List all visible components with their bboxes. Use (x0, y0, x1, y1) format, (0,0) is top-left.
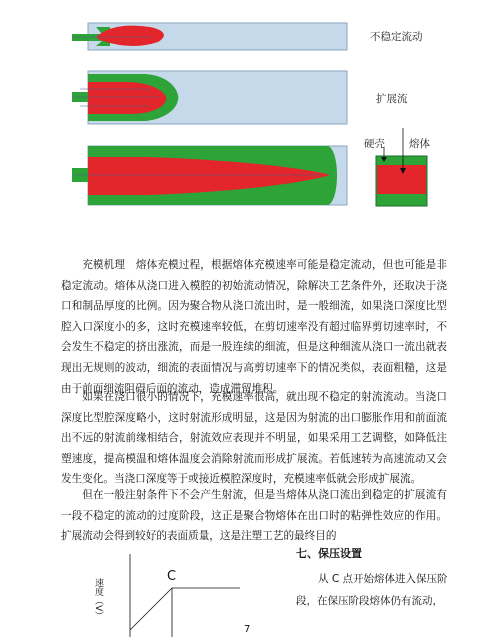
chart-y-label: 速度（V） (93, 578, 103, 621)
pressure-chart (100, 550, 280, 637)
paragraph-filling-mechanism: 充模机理 熔体充模过程，根据熔体充模速率可能是稳定流动，但也可能是非稳定流动。熔体从浇口进入模腔的初始流动情况，除解决工艺条件外，还取决于浇口和制品厚度的比例。因为聚合物从浇口流出时，是一般细流，如果浇口深度比型腔入口深度小的多，这时充模速率较低，在剪切速率没有超过临界剪切速率时，不会发生不稳定的挤出涨流，而是一股连续的细流，但是这种细流从浇口一流出就表现出无规则的波动，细流的表面情况与高剪切速率下的情况类似，表面粗糙，这是由于前面细流阻碍后面的流动，造成滞留堆积。 (61, 259, 447, 395)
speed-line (130, 588, 240, 630)
chart-point-c: C (167, 569, 177, 584)
section-title: 七、保压设置 (296, 547, 362, 560)
page-number: 7 (244, 624, 251, 635)
mold-filling-figure (0, 0, 500, 240)
stage1-label: 不稳定流动 (370, 31, 423, 43)
shell-label: 硬壳 (364, 138, 385, 150)
stage3-mold (72, 146, 347, 205)
stage1-mold (72, 23, 347, 50)
section-text-line2: 段，在保压阶段熔体仍有流动， (296, 595, 443, 607)
stage2-mold (72, 71, 347, 124)
stage2-label: 扩展流 (376, 93, 408, 105)
paragraph-transition: 但在一般注射条件下不会产生射流，但是当熔体从浇口流出到稳定的扩展流有一段不稳定的流动的过度阶段，这正是聚合物熔体在出口时的粘弹性效应的作用。扩展流动会得到较好的表面质量，这是注塑工艺的最终目的 (61, 489, 447, 543)
section-text-line1: 从 C 点开始熔体进入保压阶 (318, 573, 448, 585)
paragraph-jet-flow: 如果在浇口很小的情况下，充模速率很高，就出现不稳定的射流流动。当浇口深度比型腔深度略小，这时射流形成明显，这是因为射流的出口膨胀作用和前面流出不远的射流前缘相结合，射流效应表现并不明显，如果采用工艺调整，如降低注塑速度，提高模温和熔体温度会消除射流而形成扩展流。若低速转为高速流动又会发生变化。当浇口深度等于或接近模腔深度时，充模速率低就会形成扩展流。 (61, 391, 447, 486)
melt-label: 熔体 (409, 138, 430, 150)
